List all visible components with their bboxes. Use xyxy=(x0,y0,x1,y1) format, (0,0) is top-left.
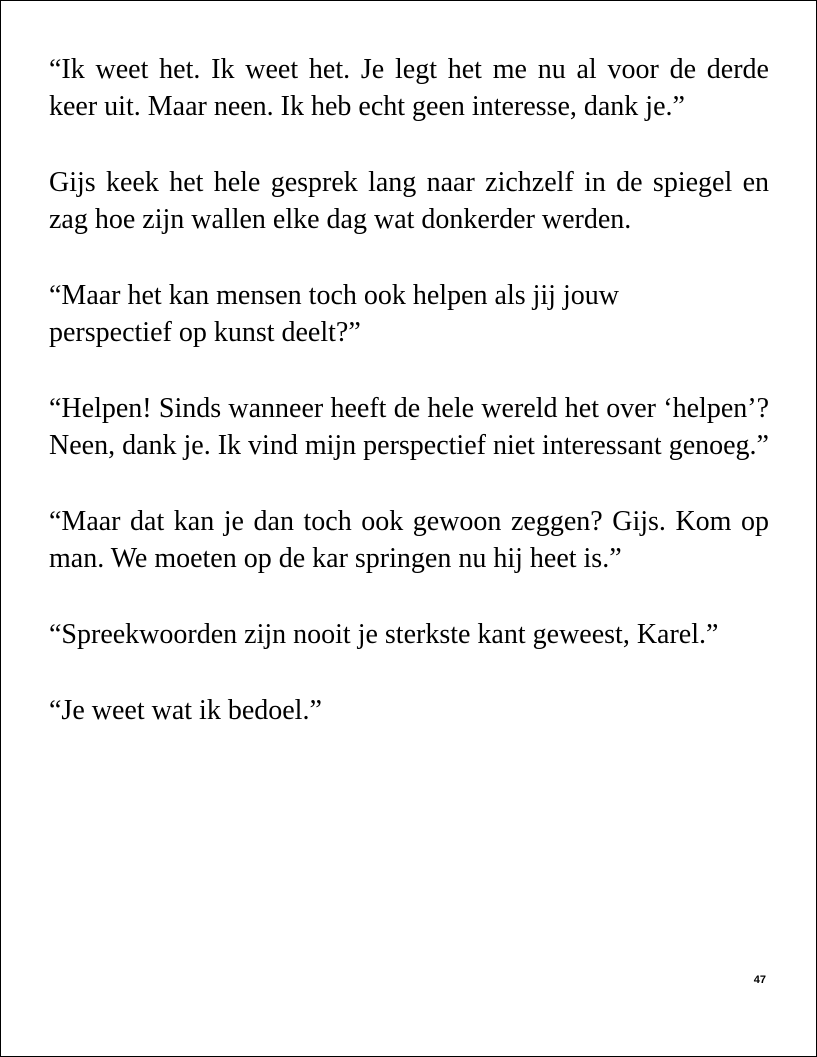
paragraph-6: “Spreekwoorden zijn nooit je sterkste kant geweest, Karel.” xyxy=(49,619,719,650)
paragraph-7: “Je weet wat ik bedoel.” xyxy=(49,695,322,726)
paragraph-2: Gijs keek het hele gesprek lang naar zichzelf in de spiegel en zag hoe zijn wallen elke dag wat donkerder werden. xyxy=(49,167,769,235)
paragraph-5: “Maar dat kan je dan toch ook gewoon zeggen? Gijs. Kom op man. We moeten op de kar springen nu hij heet is.” xyxy=(49,506,769,574)
paragraph-4: “Helpen! Sinds wanneer heeft de hele wereld het over ‘helpen’? Neen, dank je. Ik vind mijn perspectief niet interessant genoeg.” xyxy=(49,393,769,461)
paragraph-1: “Ik weet het. Ik weet het. Je legt het me nu al voor de derde keer uit. Maar neen. Ik heb echt geen interesse, dank je.” xyxy=(49,54,769,122)
body-text xyxy=(49,51,769,768)
paragraph-3: “Maar het kan mensen toch ook helpen als jij jouw perspectief op kunst deelt?” xyxy=(49,280,619,348)
page-number: 47 xyxy=(753,974,766,986)
